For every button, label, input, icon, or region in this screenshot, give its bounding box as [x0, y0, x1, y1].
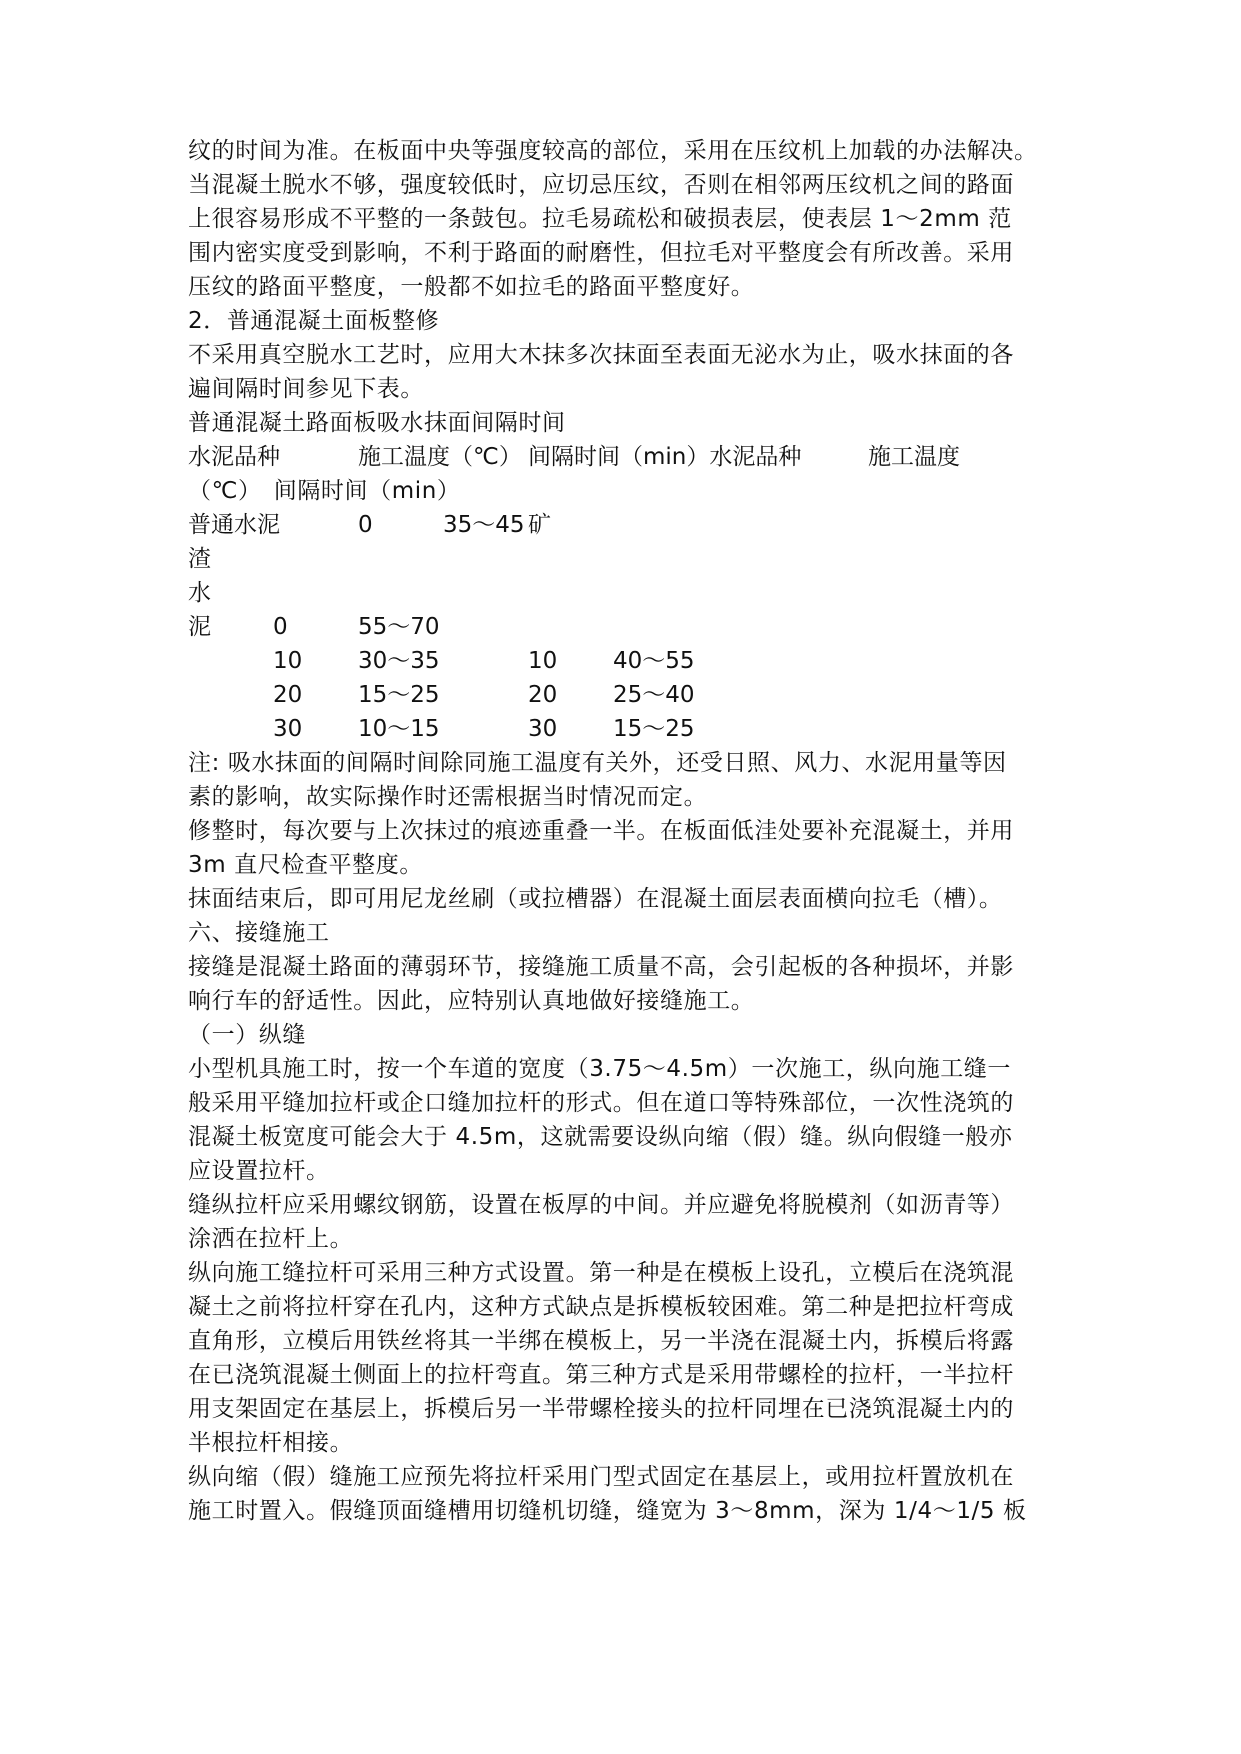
table-header — [188, 440, 1058, 474]
text-line: 抹面结束后，即可用尼龙丝刷（或拉槽器）在混凝土面层表面横向拉毛（槽）。 — [188, 886, 1003, 912]
section-heading: 六、接缝施工 — [188, 920, 330, 946]
text-line: 纵向缩（假）缝施工应预先将拉杆采用门型式固定在基层上，或用拉杆置放机在 — [188, 1464, 1014, 1490]
subsection-heading: （一）纵缝 — [188, 1022, 306, 1048]
table-cell: 20 — [528, 682, 558, 708]
table-header-cell: 水泥品种 — [188, 444, 280, 470]
text-line: 当混凝土脱水不够，强度较低时，应切忌压纹，否则在相邻两压纹机之间的路面 — [188, 172, 1014, 198]
table-cell: 0 — [273, 614, 288, 640]
table-cell: 矿 — [528, 512, 551, 538]
text-line: 用支架固定在基层上，拆模后另一半带螺栓接头的拉杆同埋在已浇筑混凝土内的 — [188, 1396, 1014, 1422]
table-row — [188, 712, 1058, 746]
text-line: 缝纵拉杆应采用螺纹钢筋，设置在板厚的中间。并应避免将脱模剂（如沥青等） — [188, 1192, 1014, 1218]
text-line: 上很容易形成不平整的一条鼓包。拉毛易疏松和破损表层，使表层 1～2mm 范 — [188, 206, 1012, 232]
table-cell: 渣 — [188, 546, 211, 572]
text-line: 接缝是混凝土路面的薄弱环节，接缝施工质量不高，会引起板的各种损坏，并影 — [188, 954, 1014, 980]
table-header-cell: 施工温度 — [868, 444, 960, 470]
text-line: 3m 直尺检查平整度。 — [188, 852, 423, 878]
table-cell: 30 — [273, 716, 303, 742]
table-row — [188, 542, 1058, 576]
table-cell: 40～55 — [613, 648, 695, 674]
text-line: 修整时，每次要与上次抹过的痕迹重叠一半。在板面低洼处要补充混凝土，并用 — [188, 818, 1014, 844]
table-cell: 水 — [188, 580, 211, 606]
text-line: 直角形，立模后用铁丝将其一半绑在模板上，另一半浇在混凝土内，拆模后将露 — [188, 1328, 1014, 1354]
section-heading: 2．普通混凝土面板整修 — [188, 308, 440, 334]
table-cell: 25～40 — [613, 682, 695, 708]
text-line: 施工时置入。假缝顶面缝槽用切缝机切缝，缝宽为 3～8mm，深为 1/4～1/5 板 — [188, 1498, 1027, 1524]
table-cell: 10～15 — [358, 716, 440, 742]
table-cell: 15～25 — [358, 682, 440, 708]
table-row — [188, 508, 1058, 542]
table-cell: 10 — [273, 648, 303, 674]
table-header-continued: （℃） 间隔时间（min） — [188, 478, 461, 504]
table-row — [188, 678, 1058, 712]
text-line: 遍间隔时间参见下表。 — [188, 376, 424, 402]
table-cell: 20 — [273, 682, 303, 708]
text-line: 压纹的路面平整度，一般都不如拉毛的路面平整度好。 — [188, 274, 755, 300]
table-header-cell: 施工温度（℃） — [358, 444, 522, 470]
table-cell: 10 — [528, 648, 558, 674]
text-line: 不采用真空脱水工艺时，应用大木抹多次抹面至表面无泌水为止，吸水抹面的各 — [188, 342, 1014, 368]
table-header-cell: 间隔时间（min）水泥品种 — [528, 444, 802, 470]
table-cell: 30～35 — [358, 648, 440, 674]
table-cell: 35～45 — [443, 512, 525, 538]
text-line: 响行车的舒适性。因此，应特别认真地做好接缝施工。 — [188, 988, 755, 1014]
table-cell: 泥 — [188, 614, 211, 640]
text-line: 涂洒在拉杆上。 — [188, 1226, 354, 1252]
text-line: 在已浇筑混凝土侧面上的拉杆弯直。第三种方式是采用带螺栓的拉杆，一半拉杆 — [188, 1362, 1014, 1388]
table-row — [188, 610, 1058, 644]
table-row — [188, 576, 1058, 610]
note-line: 注: 吸水抹面的间隔时间除同施工温度有关外，还受日照、风力、水泥用量等因 — [188, 750, 1007, 776]
document-page — [188, 134, 1058, 1528]
table-row — [188, 644, 1058, 678]
text-line: 混凝土板宽度可能会大于 4.5m，这就需要设纵向缩（假）缝。纵向假缝一般亦 — [188, 1124, 1013, 1150]
text-line: 纵向施工缝拉杆可采用三种方式设置。第一种是在模板上设孔，立模后在浇筑混 — [188, 1260, 1014, 1286]
table-cell: 0 — [358, 512, 373, 538]
text-line: 凝土之前将拉杆穿在孔内，这种方式缺点是拆模板较困难。第二种是把拉杆弯成 — [188, 1294, 1014, 1320]
table-cell: 普通水泥 — [188, 512, 280, 538]
text-line: 小型机具施工时，按一个车道的宽度（3.75～4.5m）一次施工，纵向施工缝一 — [188, 1056, 1011, 1082]
table-cell: 30 — [528, 716, 558, 742]
table-cell: 55～70 — [358, 614, 440, 640]
text-line: 般采用平缝加拉杆或企口缝加拉杆的形式。但在道口等特殊部位，一次性浇筑的 — [188, 1090, 1014, 1116]
note-line: 素的影响，故实际操作时还需根据当时情况而定。 — [188, 784, 708, 810]
table-cell: 15～25 — [613, 716, 695, 742]
text-line: 半根拉杆相接。 — [188, 1430, 354, 1456]
text-line: 纹的时间为准。在板面中央等强度较高的部位，采用在压纹机上加载的办法解决。 — [188, 138, 1038, 164]
text-line: 围内密实度受到影响，不利于路面的耐磨性，但拉毛对平整度会有所改善。采用 — [188, 240, 1014, 266]
text-line: 应设置拉杆。 — [188, 1158, 330, 1184]
table-caption: 普通混凝土路面板吸水抹面间隔时间 — [188, 410, 566, 436]
